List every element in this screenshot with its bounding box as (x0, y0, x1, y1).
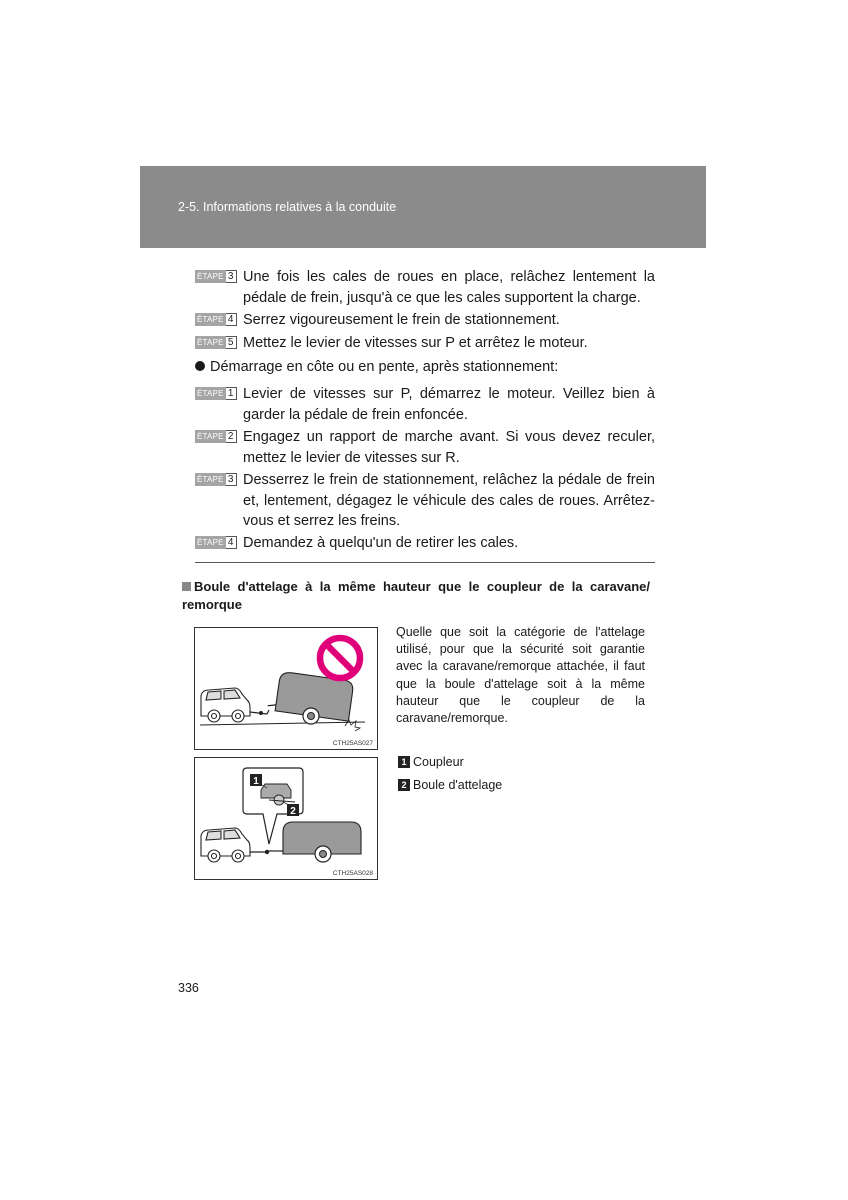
step-badge: ÉTAPE 1 (195, 387, 237, 400)
bullet-dot-icon (195, 361, 205, 371)
legend-item (398, 754, 464, 770)
section-header (140, 166, 706, 248)
step-item (195, 333, 655, 354)
legend-number: 1 (398, 756, 410, 768)
figure-code: CTH25AS028 (332, 870, 373, 877)
step-badge: ÉTAPE 4 (195, 536, 237, 549)
step-badge: ÉTAPE 3 (195, 473, 237, 486)
square-bullet-icon (182, 582, 191, 591)
step-badge: ÉTAPE 4 (195, 313, 237, 326)
step-text: Mettez le levier de vitesses sur P et arrêtez le moteur. (243, 335, 588, 351)
step-badge: ÉTAPE 2 (195, 430, 237, 443)
step-badge: ÉTAPE 3 (195, 270, 237, 283)
step-badge: ÉTAPE 5 (195, 336, 237, 349)
description-text: Quelle que soit la catégorie de l'attelage utilisé, pour que la sécurité soit garantie avec la caravane/remorque attachée, il faut que la boule d'attelage soit à la même hauteur que le coupleur de la caravane/remorque. (396, 625, 645, 726)
step-item (195, 267, 655, 308)
step-item (195, 427, 655, 468)
step-text: Engagez un rapport de marche avant. Si vous devez reculer, mettez le levier de vitesses sur R. (243, 429, 655, 466)
page-number: 336 (178, 981, 199, 995)
legend-number: 2 (398, 779, 410, 791)
callout-2-label: 2 (290, 806, 296, 817)
step-item (195, 533, 655, 554)
step-item (195, 470, 655, 532)
suv-icon (201, 688, 250, 722)
subsection-title: Boule d'attelage à la même hauteur que le coupleur de la caravane/ remorque (182, 579, 650, 612)
step-item (195, 310, 655, 331)
step-text: Serrez vigoureusement le frein de stationnement. (243, 312, 560, 328)
bullet-heading: Démarrage en côte ou en pente, après stationnement: (195, 357, 558, 377)
incorrect-hitch-illustration (195, 628, 377, 749)
legend-item (398, 777, 502, 793)
legend-label: Boule d'attelage (413, 778, 503, 792)
step-item (195, 384, 655, 425)
prohibited-icon (320, 638, 360, 678)
figure-correct-hitch (194, 757, 378, 880)
step-text: Une fois les cales de roues en place, relâchez lentement la pédale de frein, jusqu'à ce que les cales supportent la charge. (243, 269, 655, 306)
step-text: Levier de vitesses sur P, démarrez le moteur. Veillez bien à garder la pédale de frein enfoncée. (243, 386, 655, 423)
step-text: Demandez à quelqu'un de retirer les cales. (243, 535, 519, 551)
trailer-icon (267, 822, 361, 854)
callout-1-label: 1 (253, 776, 259, 787)
step-text: Desserrez le frein de stationnement, relâchez la pédale de frein et, lentement, dégagez le véhicule des cales de roues. Arrêtez-vous et serrez les freins. (243, 472, 655, 529)
figure-incorrect-hitch (194, 627, 378, 750)
correct-hitch-illustration (195, 758, 377, 879)
figure-code: CTH25AS027 (332, 740, 373, 747)
section-title: 2-5. Informations relatives à la conduite (178, 200, 397, 214)
divider (195, 562, 655, 563)
legend-label: Coupleur (413, 755, 464, 769)
suv-icon (201, 828, 250, 862)
